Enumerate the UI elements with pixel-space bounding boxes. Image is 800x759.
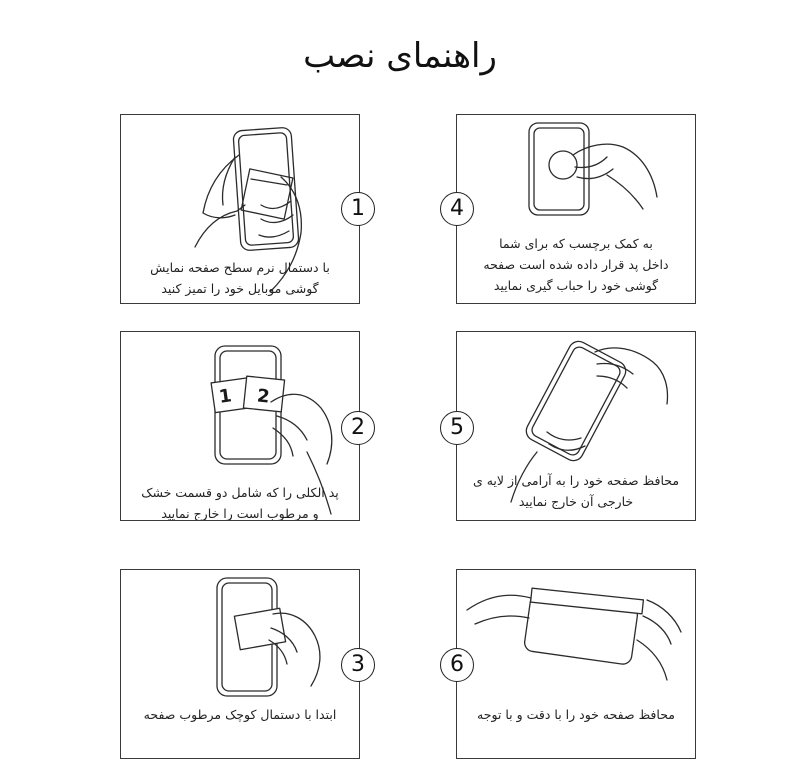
- step-card-6: [456, 569, 696, 759]
- caption-line: پد الکلی را که شامل دو قسمت خشک: [141, 485, 339, 500]
- step-caption-1: [131, 257, 349, 299]
- step-number-5: 5: [440, 411, 474, 445]
- step-card-5: [456, 331, 696, 521]
- step-number-4: 4: [440, 192, 474, 226]
- step-caption-3: [131, 704, 349, 725]
- caption-line: گوشی موبایل خود را تمیز کنید: [161, 281, 319, 296]
- step-caption-6: [467, 704, 685, 725]
- step-number-3: 3: [341, 648, 375, 682]
- step-number-1: 1: [341, 192, 375, 226]
- caption-line: با دستمال نرم سطح صفحه نمایش: [150, 260, 330, 275]
- step-caption-4: [467, 233, 685, 296]
- caption-line: داخل پد قرار داده شده است صفحه: [483, 257, 669, 272]
- caption-line: گوشی خود را حباب گیری نمایید: [493, 278, 659, 293]
- step-card-1: [120, 114, 360, 304]
- pad-label-two: 2: [255, 385, 271, 408]
- caption-line: محافظ صفحه خود را به آرامی از لایه ی: [472, 473, 680, 488]
- caption-line: خارجی آن خارج نمایید: [518, 494, 634, 509]
- caption-line: و مرطوب است را خارج نمایید: [161, 506, 319, 521]
- caption-line: ابتدا با دستمال کوچک مرطوب صفحه: [143, 707, 337, 722]
- step-caption-2: [131, 482, 349, 521]
- caption-line: به کمک برچسب که برای شما: [499, 236, 653, 251]
- illustration-apply-protector: [457, 570, 696, 759]
- pad-label-one: 1: [217, 385, 233, 408]
- page-title: راهنمای نصب: [303, 36, 497, 76]
- step-number-2: 2: [341, 411, 375, 445]
- illustration-wet-wipe: [121, 570, 360, 759]
- step-card-4: [456, 114, 696, 304]
- step-caption-5: [467, 470, 685, 512]
- step-number-6: 6: [440, 648, 474, 682]
- caption-line: محافظ صفحه خود را با دقت و با توجه: [477, 707, 675, 722]
- step-card-2: [120, 331, 360, 521]
- step-card-3: [120, 569, 360, 759]
